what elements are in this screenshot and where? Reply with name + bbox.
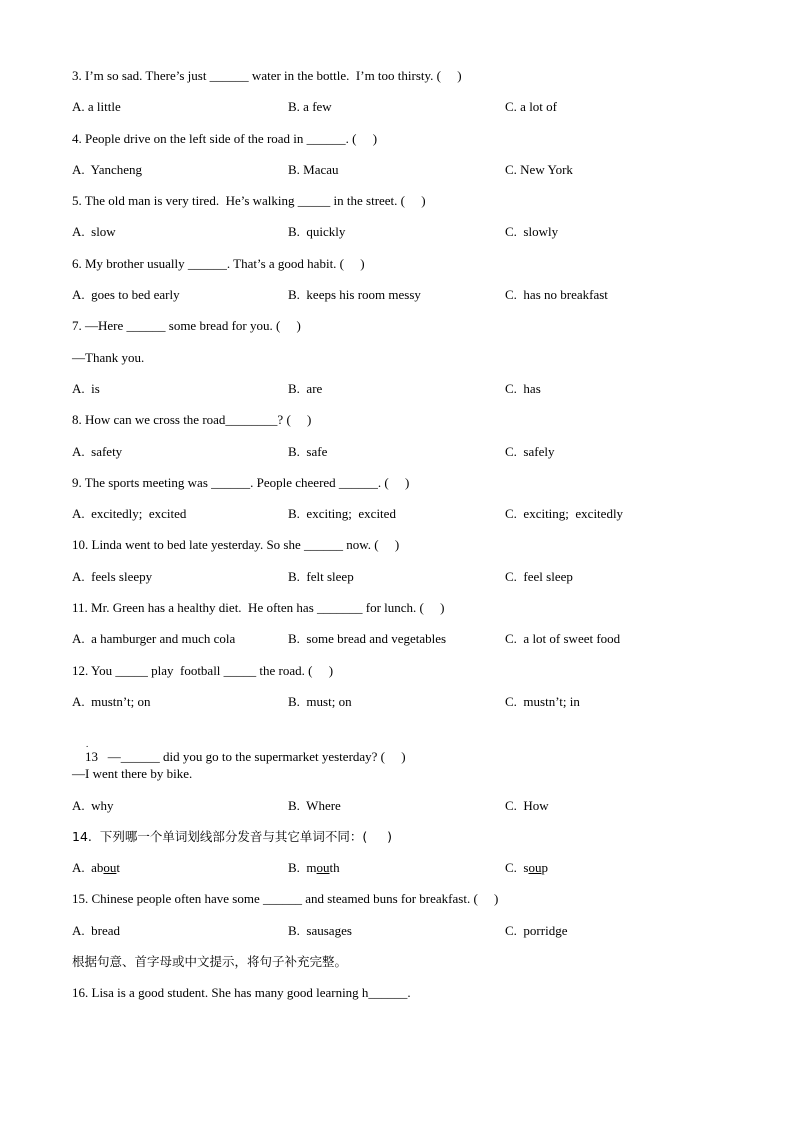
option-row bbox=[72, 919, 732, 950]
option-c: C. New York bbox=[505, 161, 573, 177]
option-row bbox=[72, 856, 732, 887]
question-stem: 5. The old man is very tired. He’s walking _____ in the street. ( ) bbox=[72, 193, 426, 209]
option-row bbox=[72, 158, 732, 189]
option-a: A. safety bbox=[72, 443, 123, 459]
option-row bbox=[72, 95, 732, 126]
underlined-letters: ou bbox=[103, 860, 117, 876]
option-a: A. is bbox=[72, 380, 100, 396]
question-stem: 9. The sports meeting was ______. People cheered ______. ( ) bbox=[72, 474, 410, 490]
option-b: B. keeps his room messy bbox=[288, 287, 421, 303]
option-text: A. ab bbox=[72, 860, 104, 876]
option-row bbox=[72, 440, 732, 471]
question-stem-text: 13 —______ did you go to the supermarket yesterday? ( ) bbox=[85, 749, 406, 765]
question-stem: 15. Chinese people often have some ______ and steamed buns for breakfast. ( ) bbox=[72, 891, 499, 907]
option-a: A. feels sleepy bbox=[72, 568, 153, 584]
option-text: C. s bbox=[505, 860, 529, 876]
option-b: B. Macau bbox=[288, 161, 339, 177]
option-a: A. Yancheng bbox=[72, 161, 143, 177]
option-b bbox=[288, 856, 505, 887]
option-row bbox=[72, 794, 732, 825]
option-b: B. some bread and vegetables bbox=[288, 631, 447, 647]
option-text: t bbox=[116, 860, 121, 876]
option-b: B. quickly bbox=[288, 224, 346, 240]
option-c: C. How bbox=[505, 797, 549, 813]
question-stem: 16. Lisa is a good student. She has many good learning h______. bbox=[72, 985, 411, 1001]
question-stem: 12. You _____ play football _____ the road. ( ) bbox=[72, 662, 334, 678]
option-a: A. slow bbox=[72, 224, 116, 240]
option-c: C. feel sleep bbox=[505, 568, 573, 584]
option-a: A. bread bbox=[72, 922, 121, 938]
option-c: C. safely bbox=[505, 443, 555, 459]
question-stem: 7. —Here ______ some bread for you. ( ) bbox=[72, 318, 301, 334]
option-row bbox=[72, 502, 732, 533]
option-a bbox=[72, 856, 288, 887]
question-stem: 11. Mr. Green has a healthy diet. He often has _______ for lunch. ( ) bbox=[72, 600, 445, 616]
question-stem: 14. 下列哪一个单词划线部分发音与其它单词不同：( ) bbox=[72, 828, 392, 844]
option-c: C. porridge bbox=[505, 922, 568, 938]
option-c: C. a lot of bbox=[505, 99, 557, 115]
option-c: C. a lot of sweet food bbox=[505, 631, 621, 647]
option-row bbox=[72, 690, 732, 721]
option-a: A. mustn’t; on bbox=[72, 693, 151, 709]
option-b: B. felt sleep bbox=[288, 568, 354, 584]
option-c: C. slowly bbox=[505, 224, 559, 240]
section-instruction: 根据句意、首字母或中文提示，将句子补充完整。 bbox=[72, 954, 348, 970]
question-stem bbox=[72, 721, 732, 765]
option-row bbox=[72, 627, 732, 658]
question-stem: 6. My brother usually ______. That’s a good habit. ( ) bbox=[72, 255, 365, 271]
option-text: p bbox=[541, 860, 548, 876]
option-c bbox=[505, 856, 732, 887]
underlined-letters: ou bbox=[316, 860, 330, 876]
option-text: B. m bbox=[288, 860, 317, 876]
question-stem: 4. People drive on the left side of the road in ______. ( ) bbox=[72, 130, 378, 146]
question-stem: 8. How can we cross the road________? ( ) bbox=[72, 412, 312, 428]
option-b: B. safe bbox=[288, 443, 328, 459]
option-a: A. excitedly; excited bbox=[72, 506, 187, 522]
option-b: B. must; on bbox=[288, 693, 352, 709]
option-a: A. a little bbox=[72, 99, 121, 115]
underlined-letters: ou bbox=[528, 860, 542, 876]
option-row bbox=[72, 565, 732, 596]
option-c: C. exciting; excitedly bbox=[505, 506, 624, 522]
option-row bbox=[72, 283, 732, 314]
option-row bbox=[72, 377, 732, 408]
option-row bbox=[72, 220, 732, 251]
option-b: B. a few bbox=[288, 99, 332, 115]
question-response: —Thank you. bbox=[72, 349, 145, 365]
option-a: A. a hamburger and much cola bbox=[72, 631, 236, 647]
option-c: C. mustn’t; in bbox=[505, 693, 580, 709]
option-b: B. sausages bbox=[288, 922, 352, 938]
option-text: th bbox=[329, 860, 340, 876]
question-response: —I went there by bike. bbox=[72, 766, 193, 782]
option-c: C. has no breakfast bbox=[505, 287, 608, 303]
option-a: A. why bbox=[72, 797, 114, 813]
option-b: B. are bbox=[288, 380, 323, 396]
option-c: C. has bbox=[505, 380, 541, 396]
option-b: B. Where bbox=[288, 797, 341, 813]
question-number-mark: . bbox=[86, 739, 89, 750]
option-b: B. exciting; excited bbox=[288, 506, 396, 522]
worksheet-page bbox=[72, 64, 732, 1013]
question-stem: 10. Linda went to bed late yesterday. So she ______ now. ( ) bbox=[72, 537, 400, 553]
question-stem: 3. I’m so sad. There’s just ______ water in the bottle. I’m too thirsty. ( ) bbox=[72, 68, 462, 83]
option-a: A. goes to bed early bbox=[72, 287, 180, 303]
